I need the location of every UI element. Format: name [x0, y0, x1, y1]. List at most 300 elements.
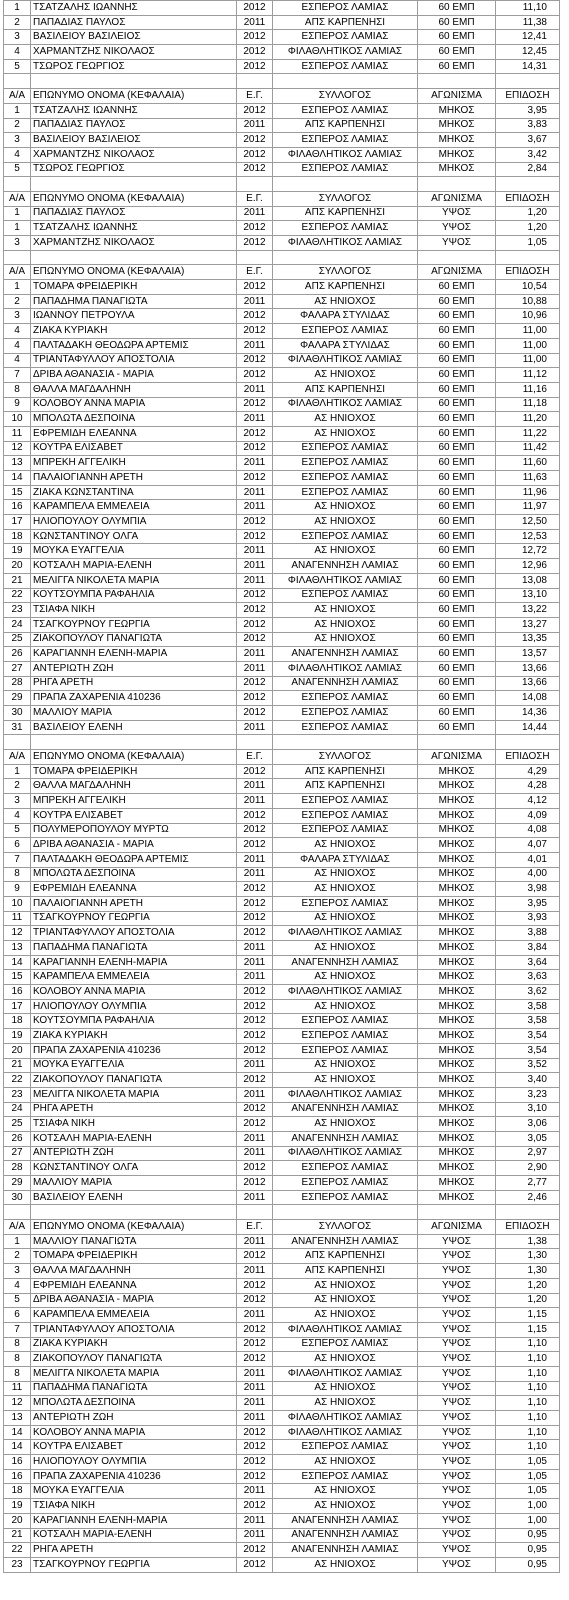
athlete-name-cell: ΜΑΛΛΙΟΥ ΜΑΡΙΑ — [31, 1176, 237, 1191]
performance-cell: 1,30 — [496, 1264, 560, 1279]
birth-year-cell: 2012 — [237, 838, 273, 853]
athlete-name-cell: ΜΑΛΛΙΟΥ ΠΑΝΑΓΙΩΤΑ — [31, 1234, 237, 1249]
rank-cell: 10 — [4, 412, 31, 427]
birth-year-cell: 2011 — [237, 1513, 273, 1528]
table-row — [4, 838, 560, 853]
birth-year-cell: 2012 — [237, 471, 273, 486]
table-row — [4, 221, 560, 236]
rank-cell: 18 — [4, 1484, 31, 1499]
performance-cell: 11,10 — [496, 1, 560, 16]
athlete-name-cell: ΗΛΙΟΠΟΥΛΟΥ ΟΛΥΜΠΙΑ — [31, 1455, 237, 1470]
performance-cell: 3,83 — [496, 118, 560, 133]
club-cell: ΑΝΑΓΕΝΝΗΣΗ ΛΑΜΙΑΣ — [273, 955, 418, 970]
athlete-name-cell: ΜΠΟΛΩΤΑ ΔΕΣΠΟΙΝΑ — [31, 867, 237, 882]
performance-cell: 1,10 — [496, 1440, 560, 1455]
column-header: Ε.Γ. — [237, 265, 273, 280]
athlete-name-cell: ΚΟΥΤΡΑ ΕΛΙΣΑΒΕΤ — [31, 808, 237, 823]
club-cell: ΑΣ ΗΝΙΟΧΟΣ — [273, 882, 418, 897]
performance-cell: 3,62 — [496, 985, 560, 1000]
performance-cell: 11,12 — [496, 368, 560, 383]
rank-cell: 14 — [4, 1425, 31, 1440]
rank-cell: 16 — [4, 500, 31, 515]
empty-cell — [496, 74, 560, 89]
rank-cell: 8 — [4, 382, 31, 397]
rank-cell: 14 — [4, 1440, 31, 1455]
performance-cell: 1,00 — [496, 1513, 560, 1528]
birth-year-cell: 2012 — [237, 1322, 273, 1337]
event-cell: 60 ΕΜΠ — [418, 515, 496, 530]
birth-year-cell: 2011 — [237, 1058, 273, 1073]
birth-year-cell: 2012 — [237, 397, 273, 412]
table-row — [4, 632, 560, 647]
table-row — [4, 441, 560, 456]
event-cell: 60 ΕΜΠ — [418, 617, 496, 632]
column-header: ΕΠΩΝΥΜΟ ΟΝΟΜΑ (ΚΕΦΑΛΑΙΑ) — [31, 265, 237, 280]
athlete-name-cell: ΠΑΠΑΔΗΜΑ ΠΑΝΑΓΙΩΤΑ — [31, 1381, 237, 1396]
rank-cell: 14 — [4, 955, 31, 970]
event-cell: 60 ΕΜΠ — [418, 500, 496, 515]
empty-cell — [418, 177, 496, 192]
birth-year-cell: 2012 — [237, 353, 273, 368]
column-header-row — [4, 750, 560, 765]
performance-cell: 12,45 — [496, 45, 560, 60]
athlete-name-cell: ΚΩΝΣΤΑΝΤΙΝΟΥ ΟΛΓΑ — [31, 1161, 237, 1176]
rank-cell: 7 — [4, 1322, 31, 1337]
empty-cell — [496, 177, 560, 192]
table-row — [4, 324, 560, 339]
birth-year-cell: 2011 — [237, 941, 273, 956]
club-cell: ΕΣΠΕΡΟΣ ΛΑΜΙΑΣ — [273, 1161, 418, 1176]
event-cell: ΜΗΚΟΣ — [418, 838, 496, 853]
rank-cell: 4 — [4, 45, 31, 60]
event-cell: ΜΗΚΟΣ — [418, 823, 496, 838]
event-cell: 60 ΕΜΠ — [418, 294, 496, 309]
column-header: ΑΓΩΝΙΣΜΑ — [418, 89, 496, 104]
event-cell: ΥΨΟΣ — [418, 1366, 496, 1381]
club-cell: ΑΣ ΗΝΙΟΧΟΣ — [273, 544, 418, 559]
event-cell: ΜΗΚΟΣ — [418, 1102, 496, 1117]
performance-cell: 11,16 — [496, 382, 560, 397]
athlete-name-cell: ΤΣΑΓΚΟΥΡΝΟΥ ΓΕΩΡΓΙΑ — [31, 1557, 237, 1572]
rank-cell: 4 — [4, 1278, 31, 1293]
rank-cell: 9 — [4, 882, 31, 897]
athlete-name-cell: ΖΙΑΚΑ ΚΩΝΣΤΑΝΤΙΝΑ — [31, 485, 237, 500]
table-row — [4, 397, 560, 412]
event-cell: ΜΗΚΟΣ — [418, 1043, 496, 1058]
column-header: Ε.Γ. — [237, 1220, 273, 1235]
table-row — [4, 911, 560, 926]
athlete-name-cell: ΠΟΛΥΜΕΡΟΠΟΥΛΟΥ ΜΥΡΤΩ — [31, 823, 237, 838]
performance-cell: 11,18 — [496, 397, 560, 412]
club-cell: ΑΣ ΗΝΙΟΧΟΣ — [273, 1058, 418, 1073]
club-cell: ΕΣΠΕΡΟΣ ΛΑΜΙΑΣ — [273, 1, 418, 16]
column-header: ΕΠΙΔΟΣΗ — [496, 191, 560, 206]
event-cell: ΜΗΚΟΣ — [418, 1117, 496, 1132]
club-cell: ΑΠΣ ΚΑΡΠΕΝΗΣΙ — [273, 382, 418, 397]
birth-year-cell: 2012 — [237, 691, 273, 706]
birth-year-cell: 2012 — [237, 896, 273, 911]
rank-cell: 10 — [4, 896, 31, 911]
event-cell: ΜΗΚΟΣ — [418, 808, 496, 823]
rank-cell: 2 — [4, 15, 31, 30]
table-row — [4, 1073, 560, 1088]
rank-cell: 23 — [4, 1557, 31, 1572]
performance-cell: 1,10 — [496, 1337, 560, 1352]
performance-cell: 3,95 — [496, 896, 560, 911]
birth-year-cell: 2012 — [237, 280, 273, 295]
athlete-name-cell: ΚΑΡΑΓΙΑΝΝΗ ΕΛΕΝΗ-ΜΑΡΙΑ — [31, 647, 237, 662]
club-cell: ΑΠΣ ΚΑΡΠΕΝΗΣΙ — [273, 118, 418, 133]
birth-year-cell: 2012 — [237, 926, 273, 941]
birth-year-cell: 2012 — [237, 368, 273, 383]
event-cell: ΜΗΚΟΣ — [418, 1014, 496, 1029]
club-cell: ΦΙΛΑΘΛΗΤΙΚΟΣ ΛΑΜΙΑΣ — [273, 236, 418, 251]
empty-cell — [273, 1205, 418, 1220]
table-row — [4, 162, 560, 177]
birth-year-cell: 2012 — [237, 676, 273, 691]
table-row — [4, 1058, 560, 1073]
table-row — [4, 1146, 560, 1161]
event-cell: 60 ΕΜΠ — [418, 324, 496, 339]
column-header: ΕΠΙΔΟΣΗ — [496, 1220, 560, 1235]
birth-year-cell: 2011 — [237, 1131, 273, 1146]
athlete-name-cell: ΚΟΥΤΣΟΥΜΠΑ ΡΑΦΑΗΛΙΑ — [31, 588, 237, 603]
table-row — [4, 1411, 560, 1426]
athlete-name-cell: ΒΑΣΙΛΕΙΟΥ ΒΑΣΙΛΕΙΟΣ — [31, 30, 237, 45]
rank-cell: 5 — [4, 162, 31, 177]
birth-year-cell: 2012 — [237, 911, 273, 926]
athlete-name-cell: ΠΑΠΑΔΙΑΣ ΠΑΥΛΟΣ — [31, 206, 237, 221]
rank-cell: 3 — [4, 133, 31, 148]
performance-cell: 11,20 — [496, 412, 560, 427]
birth-year-cell: 2012 — [237, 1293, 273, 1308]
event-cell: ΜΗΚΟΣ — [418, 764, 496, 779]
club-cell: ΕΣΠΕΡΟΣ ΛΑΜΙΑΣ — [273, 59, 418, 74]
club-cell: ΑΠΣ ΚΑΡΠΕΝΗΣΙ — [273, 1249, 418, 1264]
club-cell: ΑΠΣ ΚΑΡΠΕΝΗΣΙ — [273, 280, 418, 295]
birth-year-cell: 2012 — [237, 882, 273, 897]
table-row — [4, 764, 560, 779]
performance-cell: 13,27 — [496, 617, 560, 632]
athlete-name-cell: ΤΣΙΑΦΑ ΝΙΚΗ — [31, 603, 237, 618]
event-cell: ΜΗΚΟΣ — [418, 926, 496, 941]
empty-cell — [418, 735, 496, 750]
performance-cell: 0,95 — [496, 1528, 560, 1543]
rank-cell: 21 — [4, 1058, 31, 1073]
event-cell: ΥΨΟΣ — [418, 1440, 496, 1455]
birth-year-cell: 2012 — [237, 1469, 273, 1484]
rank-cell: 29 — [4, 1176, 31, 1191]
empty-cell — [418, 74, 496, 89]
performance-cell: 3,64 — [496, 955, 560, 970]
event-cell: 60 ΕΜΠ — [418, 280, 496, 295]
section-spacer-row — [4, 1205, 560, 1220]
athlete-name-cell: ΚΑΡΑΜΠΕΛΑ ΕΜΜΕΛΕΙΑ — [31, 500, 237, 515]
birth-year-cell: 2011 — [237, 955, 273, 970]
performance-cell: 13,66 — [496, 676, 560, 691]
club-cell: ΑΝΑΓΕΝΝΗΣΗ ΛΑΜΙΑΣ — [273, 1131, 418, 1146]
empty-cell — [273, 735, 418, 750]
athlete-name-cell: ΒΑΣΙΛΕΙΟΥ ΒΑΣΙΛΕΙΟΣ — [31, 133, 237, 148]
performance-cell: 1,10 — [496, 1352, 560, 1367]
athlete-name-cell: ΠΑΠΑΔΙΑΣ ΠΑΥΛΟΣ — [31, 118, 237, 133]
club-cell: ΑΝΑΓΕΝΝΗΣΗ ΛΑΜΙΑΣ — [273, 676, 418, 691]
empty-cell — [496, 1205, 560, 1220]
performance-cell: 1,15 — [496, 1308, 560, 1323]
birth-year-cell: 2012 — [237, 1455, 273, 1470]
birth-year-cell: 2012 — [237, 45, 273, 60]
event-cell: ΜΗΚΟΣ — [418, 147, 496, 162]
rank-cell: 1 — [4, 280, 31, 295]
club-cell: ΦΙΛΑΘΛΗΤΙΚΟΣ ΛΑΜΙΑΣ — [273, 1146, 418, 1161]
athlete-name-cell: ΧΑΡΜΑΝΤΖΗΣ ΝΙΚΟΛΑΟΣ — [31, 45, 237, 60]
rank-cell: 14 — [4, 471, 31, 486]
rank-cell: 1 — [4, 221, 31, 236]
table-row — [4, 103, 560, 118]
performance-cell: 12,96 — [496, 559, 560, 574]
club-cell: ΦΙΛΑΘΛΗΤΙΚΟΣ ΛΑΜΙΑΣ — [273, 1411, 418, 1426]
birth-year-cell: 2012 — [237, 1029, 273, 1044]
rank-cell: 4 — [4, 147, 31, 162]
event-cell: ΥΨΟΣ — [418, 1249, 496, 1264]
club-cell: ΕΣΠΕΡΟΣ ΛΑΜΙΑΣ — [273, 588, 418, 603]
athlete-name-cell: ΚΟΛΟΒΟΥ ΑΝΝΑ ΜΑΡΙΑ — [31, 1425, 237, 1440]
birth-year-cell: 2011 — [237, 206, 273, 221]
rank-cell: 7 — [4, 368, 31, 383]
event-cell: 60 ΕΜΠ — [418, 632, 496, 647]
rank-cell: 1 — [4, 764, 31, 779]
empty-cell — [31, 74, 237, 89]
athlete-name-cell: ΠΑΛΑΙΟΓΙΑΝΝΗ ΑΡΕΤΗ — [31, 471, 237, 486]
performance-cell: 1,05 — [496, 236, 560, 251]
event-cell: ΜΗΚΟΣ — [418, 794, 496, 809]
rank-cell: 23 — [4, 1087, 31, 1102]
performance-cell: 13,35 — [496, 632, 560, 647]
athlete-name-cell: ΖΙΑΚΟΠΟΥΛΟΥ ΠΑΝΑΓΙΩΤΑ — [31, 1073, 237, 1088]
table-row — [4, 1366, 560, 1381]
birth-year-cell: 2011 — [237, 779, 273, 794]
rank-cell: 24 — [4, 1102, 31, 1117]
column-header: ΑΓΩΝΙΣΜΑ — [418, 750, 496, 765]
rank-cell: 8 — [4, 1366, 31, 1381]
table-row — [4, 1337, 560, 1352]
event-cell: 60 ΕΜΠ — [418, 1, 496, 16]
athlete-name-cell: ΒΑΣΙΛΕΙΟΥ ΕΛΕΝΗ — [31, 720, 237, 735]
event-cell: ΥΨΟΣ — [418, 1381, 496, 1396]
birth-year-cell: 2012 — [237, 999, 273, 1014]
performance-cell: 2,90 — [496, 1161, 560, 1176]
performance-cell: 2,97 — [496, 1146, 560, 1161]
birth-year-cell: 2012 — [237, 441, 273, 456]
event-cell: ΥΨΟΣ — [418, 1411, 496, 1426]
athlete-name-cell: ΖΙΑΚΑ ΚΥΡΙΑΚΗ — [31, 324, 237, 339]
birth-year-cell: 2011 — [237, 1366, 273, 1381]
event-cell: 60 ΕΜΠ — [418, 691, 496, 706]
performance-cell: 4,09 — [496, 808, 560, 823]
rank-cell: 3 — [4, 236, 31, 251]
club-cell: ΦΙΛΑΘΛΗΤΙΚΟΣ ΛΑΜΙΑΣ — [273, 1087, 418, 1102]
event-cell: ΜΗΚΟΣ — [418, 133, 496, 148]
birth-year-cell: 2012 — [237, 1278, 273, 1293]
performance-cell: 11,42 — [496, 441, 560, 456]
athlete-name-cell: ΗΛΙΟΠΟΥΛΟΥ ΟΛΥΜΠΙΑ — [31, 999, 237, 1014]
table-row — [4, 1455, 560, 1470]
athlete-name-cell: ΠΡΑΠΑ ΖΑΧΑΡΕΝΙΑ 410236 — [31, 1043, 237, 1058]
athlete-name-cell: ΠΡΑΠΑ ΖΑΧΑΡΕΝΙΑ 410236 — [31, 691, 237, 706]
rank-cell: 2 — [4, 779, 31, 794]
table-row — [4, 1014, 560, 1029]
birth-year-cell: 2011 — [237, 1484, 273, 1499]
club-cell: ΑΣ ΗΝΙΟΧΟΣ — [273, 1557, 418, 1572]
table-row — [4, 882, 560, 897]
empty-cell — [4, 74, 31, 89]
column-header: ΣΥΛΛΟΓΟΣ — [273, 750, 418, 765]
club-cell: ΕΣΠΕΡΟΣ ΛΑΜΙΑΣ — [273, 103, 418, 118]
table-row — [4, 1234, 560, 1249]
athlete-name-cell: ΑΝΤΕΡΙΩΤΗ ΖΩΗ — [31, 661, 237, 676]
rank-cell: 11 — [4, 911, 31, 926]
rank-cell: 21 — [4, 1528, 31, 1543]
performance-cell: 3,88 — [496, 926, 560, 941]
event-cell: ΜΗΚΟΣ — [418, 1058, 496, 1073]
club-cell: ΦΙΛΑΘΛΗΤΙΚΟΣ ΛΑΜΙΑΣ — [273, 397, 418, 412]
rank-cell: 18 — [4, 1014, 31, 1029]
rank-cell: 1 — [4, 1234, 31, 1249]
rank-cell: 21 — [4, 573, 31, 588]
table-row — [4, 1557, 560, 1572]
club-cell: ΑΣ ΗΝΙΟΧΟΣ — [273, 941, 418, 956]
birth-year-cell: 2011 — [237, 1396, 273, 1411]
athlete-name-cell: ΚΑΡΑΜΠΕΛΑ ΕΜΜΕΛΕΙΑ — [31, 970, 237, 985]
club-cell: ΦΙΛΑΘΛΗΤΙΚΟΣ ΛΑΜΙΑΣ — [273, 45, 418, 60]
club-cell: ΕΣΠΕΡΟΣ ΛΑΜΙΑΣ — [273, 471, 418, 486]
performance-cell: 3,06 — [496, 1117, 560, 1132]
performance-cell: 12,53 — [496, 529, 560, 544]
event-cell: ΜΗΚΟΣ — [418, 852, 496, 867]
club-cell: ΑΣ ΗΝΙΟΧΟΣ — [273, 1278, 418, 1293]
club-cell: ΕΣΠΕΡΟΣ ΛΑΜΙΑΣ — [273, 456, 418, 471]
birth-year-cell: 2011 — [237, 1308, 273, 1323]
event-cell: 60 ΕΜΠ — [418, 368, 496, 383]
birth-year-cell: 2012 — [237, 1337, 273, 1352]
athlete-name-cell: ΒΑΣΙΛΕΙΟΥ ΕΛΕΝΗ — [31, 1190, 237, 1205]
empty-cell — [31, 250, 237, 265]
performance-cell: 1,10 — [496, 1366, 560, 1381]
column-header: ΕΠΩΝΥΜΟ ΟΝΟΜΑ (ΚΕΦΑΛΑΙΑ) — [31, 191, 237, 206]
athlete-name-cell: ΤΣΑΓΚΟΥΡΝΟΥ ΓΕΩΡΓΙΑ — [31, 617, 237, 632]
athlete-name-cell: ΜΕΛΙΓΓΑ ΝΙΚΟΛΕΤΑ ΜΑΡΙΑ — [31, 573, 237, 588]
performance-cell: 3,84 — [496, 941, 560, 956]
athlete-name-cell: ΤΣΑΤΖΑΛΗΣ ΙΩΑΝΝΗΣ — [31, 1, 237, 16]
birth-year-cell: 2012 — [237, 1161, 273, 1176]
event-cell: 60 ΕΜΠ — [418, 456, 496, 471]
performance-cell: 3,95 — [496, 103, 560, 118]
club-cell: ΑΣ ΗΝΙΟΧΟΣ — [273, 368, 418, 383]
club-cell: ΑΣ ΗΝΙΟΧΟΣ — [273, 838, 418, 853]
athlete-name-cell: ΠΑΛΤΑΔΑΚΗ ΘΕΟΔΩΡΑ ΑΡΤΕΜΙΣ — [31, 338, 237, 353]
performance-cell: 11,00 — [496, 324, 560, 339]
athlete-name-cell: ΧΑΡΜΑΝΤΖΗΣ ΝΙΚΟΛΑΟΣ — [31, 236, 237, 251]
performance-cell: 12,72 — [496, 544, 560, 559]
birth-year-cell: 2011 — [237, 15, 273, 30]
rank-cell: 4 — [4, 353, 31, 368]
club-cell: ΑΝΑΓΕΝΝΗΣΗ ΛΑΜΙΑΣ — [273, 647, 418, 662]
event-cell: ΜΗΚΟΣ — [418, 1029, 496, 1044]
rank-cell: 4 — [4, 808, 31, 823]
birth-year-cell: 2011 — [237, 573, 273, 588]
table-row — [4, 647, 560, 662]
club-cell: ΕΣΠΕΡΟΣ ΛΑΜΙΑΣ — [273, 529, 418, 544]
event-cell: 60 ΕΜΠ — [418, 338, 496, 353]
table-row — [4, 1043, 560, 1058]
event-cell: ΥΨΟΣ — [418, 1499, 496, 1514]
rank-cell: 23 — [4, 603, 31, 618]
club-cell: ΕΣΠΕΡΟΣ ΛΑΜΙΑΣ — [273, 896, 418, 911]
table-row — [4, 1278, 560, 1293]
table-row — [4, 985, 560, 1000]
birth-year-cell: 2011 — [237, 412, 273, 427]
rank-cell: 19 — [4, 544, 31, 559]
empty-cell — [4, 177, 31, 192]
athlete-name-cell: ΚΟΤΣΑΛΗ ΜΑΡΙΑ-ΕΛΕΝΗ — [31, 1528, 237, 1543]
event-cell: 60 ΕΜΠ — [418, 471, 496, 486]
club-cell: ΕΣΠΕΡΟΣ ΛΑΜΙΑΣ — [273, 133, 418, 148]
club-cell: ΑΝΑΓΕΝΝΗΣΗ ΛΑΜΙΑΣ — [273, 1513, 418, 1528]
performance-cell: 13,10 — [496, 588, 560, 603]
table-row — [4, 1469, 560, 1484]
performance-cell: 2,46 — [496, 1190, 560, 1205]
birth-year-cell: 2012 — [237, 30, 273, 45]
performance-cell: 1,15 — [496, 1322, 560, 1337]
rank-cell: 18 — [4, 529, 31, 544]
rank-cell: 11 — [4, 1381, 31, 1396]
rank-cell: 7 — [4, 852, 31, 867]
table-row — [4, 1087, 560, 1102]
performance-cell: 4,07 — [496, 838, 560, 853]
event-cell: 60 ΕΜΠ — [418, 573, 496, 588]
rank-cell: 5 — [4, 823, 31, 838]
athlete-name-cell: ΖΙΑΚΟΠΟΥΛΟΥ ΠΑΝΑΓΙΩΤΑ — [31, 632, 237, 647]
athlete-name-cell: ΚΟΤΣΑΛΗ ΜΑΡΙΑ-ΕΛΕΝΗ — [31, 1131, 237, 1146]
rank-cell: 13 — [4, 1411, 31, 1426]
rank-cell: 22 — [4, 1543, 31, 1558]
club-cell: ΕΣΠΕΡΟΣ ΛΑΜΙΑΣ — [273, 162, 418, 177]
athlete-name-cell: ΤΣΑΤΖΑΛΗΣ ΙΩΑΝΝΗΣ — [31, 221, 237, 236]
birth-year-cell: 2012 — [237, 236, 273, 251]
birth-year-cell: 2012 — [237, 1073, 273, 1088]
performance-cell: 11,22 — [496, 426, 560, 441]
club-cell: ΑΣ ΗΝΙΟΧΟΣ — [273, 1396, 418, 1411]
club-cell: ΑΝΑΓΕΝΝΗΣΗ ΛΑΜΙΑΣ — [273, 1528, 418, 1543]
empty-cell — [496, 250, 560, 265]
club-cell: ΦΙΛΑΘΛΗΤΙΚΟΣ ΛΑΜΙΑΣ — [273, 573, 418, 588]
birth-year-cell: 2011 — [237, 794, 273, 809]
rank-cell: 4 — [4, 324, 31, 339]
performance-cell: 10,88 — [496, 294, 560, 309]
club-cell: ΕΣΠΕΡΟΣ ΛΑΜΙΑΣ — [273, 441, 418, 456]
event-cell: ΥΨΟΣ — [418, 1455, 496, 1470]
athlete-name-cell: ΜΠΡΕΚΗ ΑΓΓΕΛΙΚΗ — [31, 456, 237, 471]
empty-cell — [4, 735, 31, 750]
club-cell: ΑΣ ΗΝΙΟΧΟΣ — [273, 1455, 418, 1470]
column-header: ΣΥΛΛΟΓΟΣ — [273, 89, 418, 104]
table-row — [4, 280, 560, 295]
club-cell: ΕΣΠΕΡΟΣ ΛΑΜΙΑΣ — [273, 1190, 418, 1205]
performance-cell: 12,50 — [496, 515, 560, 530]
athlete-name-cell: ΜΑΛΛΙΟΥ ΜΑΡΙΑ — [31, 706, 237, 721]
birth-year-cell: 2011 — [237, 1234, 273, 1249]
rank-cell: 16 — [4, 1455, 31, 1470]
